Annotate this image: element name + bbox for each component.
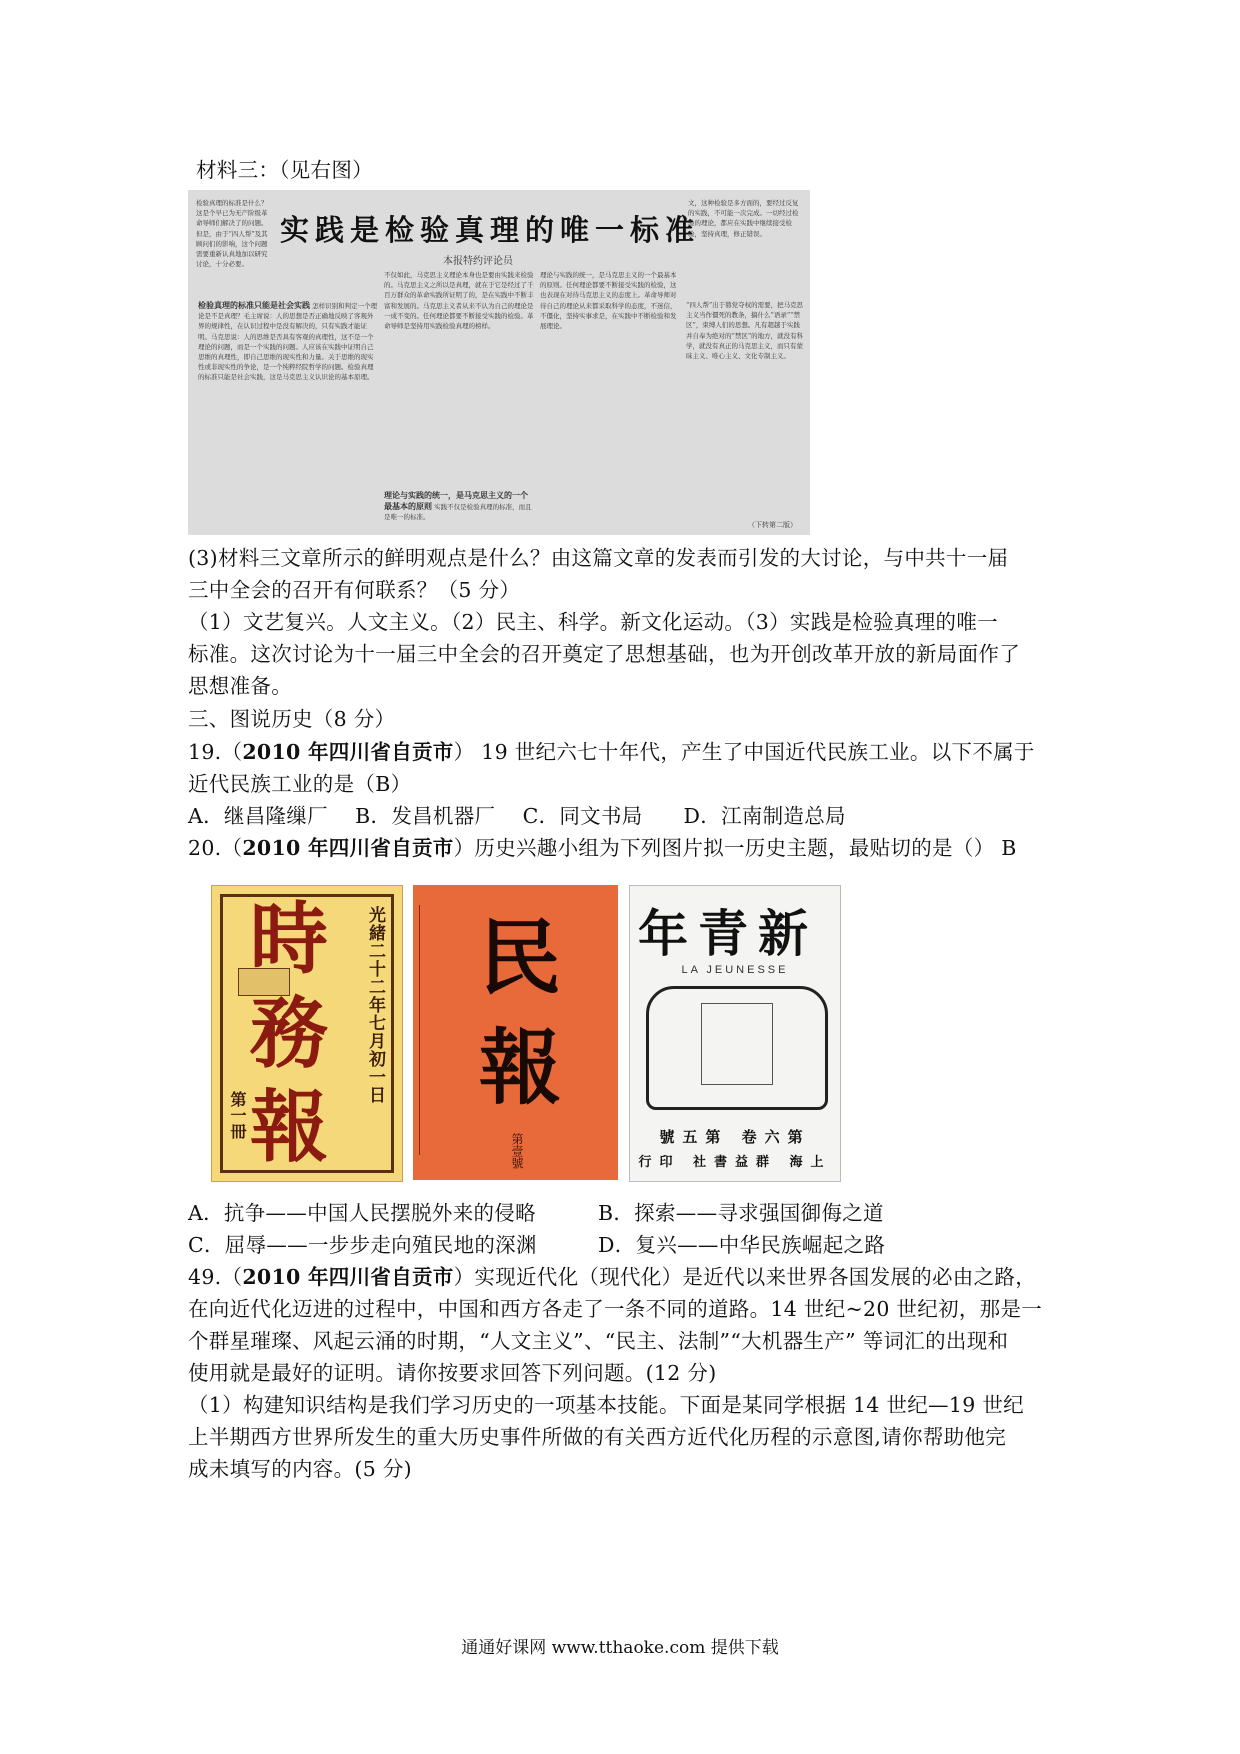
q20-number: 20.（ [188,836,243,860]
q49-sub1-line2: 上半期西方世界所发生的重大历史事件所做的有关西方近代化历程的示意图,请你帮助他完 [188,1425,1007,1449]
minbao-cover-image [413,885,618,1180]
cover-subtitle: LA JEUNESSE [681,964,789,976]
q49-number: 49.（ [188,1265,243,1289]
answer-line3: 思想准备。 [188,674,292,698]
q49-line3: 个群星璀璨、风起云涌的时期，“人文主义”、“民主、法制”“大机器生产” 等词汇的出现和 [188,1329,1009,1353]
q49-text1: ）实现近代化（现代化）是近代以来世界各国发展的必由之路， [453,1265,1037,1289]
cover-contents-box [701,1003,773,1085]
cover-issue: 號五第 卷六第 [659,1128,811,1146]
q20-option-a: A．抗争——中国人民摆脱外来的侵略 [188,1201,536,1225]
cover-contents-frame [646,986,828,1110]
answer-line2: 标准。这次讨论为十一届三中全会的召开奠定了思想基础，也为开创改革开放的新局面作了 [188,642,1020,666]
cover-title: 年青新 [638,904,818,963]
newspaper-column: 文，这种检验是多方面的，要经过反复的实践，不可能一次完成。一切经过检验的理论，都应在实践中继续接受检验，坚持真理，修正错误。 [688,199,799,238]
q49-line2: 在向近代化迈进的过程中，中国和西方各走了一条不同的道路。14 世纪~20 世纪初，那是一 [188,1297,1043,1321]
q49-sub1-line1: （1）构建知识结构是我们学习历史的一项基本技能。下面是某同学根据 14 世纪—19 世纪 [188,1393,1024,1417]
cover-date: 光緒二十二年七月初一日 [365,906,385,1104]
q49-source: 2010 年四川省自贡市 [242,1265,454,1289]
q20-option-d: D．复兴——中华民族崛起之路 [598,1233,886,1257]
xinqingnian-cover-image [629,885,841,1182]
cover-title-char: 報 [250,1082,329,1173]
q49-line1 [188,1261,1036,1293]
q19-text1: ） 19 世纪六七十年代，产生了中国近代民族工业。以下不属于 [453,740,1035,764]
newspaper-continued: （下转第二版） [748,521,797,529]
q20-line [188,832,1017,864]
newspaper-section-head: 检验真理的标准只能是社会实践 [198,300,310,310]
q3-line2: 三中全会的召开有何联系？（5 分） [188,578,521,602]
q3-line1: (3)材料三文章所示的鲜明观点是什么？由这篇文章的发表而引发的大讨论，与中共十一届 [188,546,1009,570]
newspaper-byline: 本报特约评论员 [443,256,513,267]
cover-title-char: 報 [479,1020,562,1116]
q20-option-b: B．探索——寻求强国御侮之道 [598,1201,884,1225]
q19-options: A．继昌隆缫厂 B．发昌机器厂 C．同文书局 D．江南制造总局 [188,804,846,828]
cover-title-char: 時 [250,894,329,985]
q20-option-c: C．屈辱——一步步走向殖民地的深渊 [188,1233,537,1257]
q49-line4: 使用就是最好的证明。请你按要求回答下列问题。(12 分) [188,1361,717,1385]
cover-issue: 第壹號 [510,1133,524,1169]
shiwubao-cover-image [211,885,403,1182]
cover-title-char: 民 [479,910,562,1006]
q49-sub1-line3: 成未填写的内容。(5 分) [188,1457,412,1481]
newspaper-column: 检验真理的标准是什么？这是个早已为无产阶级革命导师们解决了的问题。但是，由于“四人帮”及其顾问们的影响，这个问题需要重新认真地加以研究讨论，十分必要。 [196,199,268,269]
answer-line1: （1）文艺复兴。人文主义。（2）民主、科学。新文化运动。（3）实践是检验真理的唯一 [188,610,998,634]
section3-title: 三、图说历史（8 分） [188,707,396,731]
q19-line1 [188,736,1035,768]
newspaper-column: 检验真理的标准只能是社会实践 怎样识别和判定一个理论是不是真理？毛主席说：人的思想是否正确地反映了客观外界的规律性，在认识过程中是没有解决的，只有实践才能证明。马克思说：人的思维是否具有客观的真理性，这不是一个理论的问题，而是一个实践的问题。人应该在实践中证明自己思维的真理性，即自己思维的现实性和力量。关于思维的现实性或非现实性的争论，是一个纯粹经院哲学的问题。检验真理的标准只能是社会实践，这是马克思主义认识论的基本原理。 [198,300,378,382]
q20-source: 2010 年四川省自贡市 [242,836,454,860]
newspaper-title: 实践是检验真理的唯一标准 [280,213,701,247]
q19-line2: 近代民族工业的是（B） [188,772,412,796]
q19-source: 2010 年四川省自贡市 [242,740,454,764]
cover-volume: 第一冊 [228,1091,247,1139]
newspaper-clipping-image [188,190,810,535]
cover-title-char: 務 [250,988,329,1079]
newspaper-column: “四人帮”出于篡党夺权的需要，把马克思主义当作僵死的教条，搞什么“语录”“禁区”，束缚人们的思想。凡有超越于实践并自奉为绝对的“禁区”的地方，就没有科学，就没有真正的马克思主义，而只有蒙昧主义、唯心主义、文化专制主义。 [686,301,804,361]
newspaper-column: 不仅如此，马克思主义理论本身也是要由实践来检验的。马克思主义之所以是真理，就在于它是经过了千百万群众的革命实践所证明了的，是在实践中不断丰富和发展的。马克思主义者从来不认为自己的理论是一成不变的。任何理论都要不断接受实践的检验。革命导师是坚持用实践检验真理的榜样。 [384,271,534,331]
page-footer: 通通好课网 www.tthaoke.com 提供下载 [461,1638,779,1658]
newspaper-section-head: 理论与实践的统一，是马克思主义的一个最基本的原则 [384,490,528,512]
newspaper-column: 理论与实践的统一，是马克思主义的一个最基本的原则 实践不仅是检验真理的标准，而且是唯一的标准。 [384,490,532,522]
q19-number: 19.（ [188,740,243,764]
newspaper-column: 理论与实践的统一，是马克思主义的一个最基本的原则。任何理论都要不断接受实践的检验，这也表现在对待马克思主义的态度上。革命导师对待自己的理论从来都采取科学的态度，不迷信，不僵化，坚持实事求是，在实践中不断检验和发展理论。 [540,271,677,331]
material3-heading: 材料三：（见右图） [196,158,373,182]
q20-text: ）历史兴趣小组为下列图片拟一历史主题，最贴切的是（） B [453,836,1017,860]
cover-border-line [419,905,426,1155]
cover-publisher: 行印 社書益群 海上 [638,1155,832,1170]
